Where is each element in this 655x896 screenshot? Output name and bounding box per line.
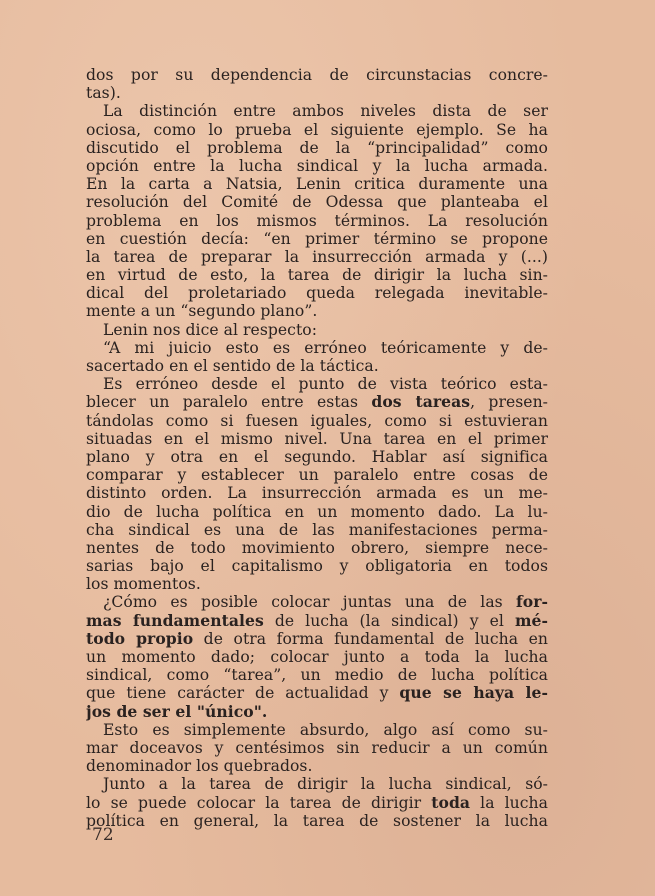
text-segment: la lucha xyxy=(470,793,548,812)
text-line xyxy=(86,612,548,630)
text-line xyxy=(86,684,548,702)
text-segment: en cuestión decía: “en primer término se propone xyxy=(86,229,548,248)
text-segment: , presen- xyxy=(470,393,548,412)
text-line xyxy=(86,375,548,393)
bold-text: mé- xyxy=(514,611,548,630)
text-line xyxy=(86,412,548,430)
text-segment: dio de lucha política en un momento dado. La lu- xyxy=(86,502,548,521)
text-line xyxy=(86,484,548,502)
page-number: 72 xyxy=(92,825,114,845)
text-segment: dos por su dependencia de circunstacias concre- xyxy=(86,66,548,84)
bold-text: mas fundamentales xyxy=(86,611,264,630)
text-line xyxy=(86,302,548,320)
text-line xyxy=(86,666,548,684)
text-line xyxy=(86,321,548,339)
text-line xyxy=(86,248,548,266)
text-segment: blecer un paralelo entre estas xyxy=(86,393,372,412)
text-segment: los momentos. xyxy=(86,575,201,594)
text-segment: un momento dado; colocar junto a toda la lucha xyxy=(86,648,548,666)
text-segment: Esto es simplemente absurdo, algo así como su- xyxy=(103,720,548,739)
text-line xyxy=(86,593,548,611)
text-line xyxy=(86,721,548,739)
text-segment: sindical, como “tarea”, un medio de lucha política xyxy=(86,666,548,685)
text-segment: tándolas como si fuesen iguales, como si estuvieran xyxy=(86,411,548,430)
text-segment: mar doceavos y centésimos sin reducir a un común xyxy=(86,738,548,757)
text-segment: que tiene carácter de actualidad y xyxy=(86,684,400,703)
text-line xyxy=(86,212,548,230)
text-segment: denominador los quebrados. xyxy=(86,757,313,776)
text-segment: en virtud de esto, la tarea de dirigir la lucha sin- xyxy=(86,266,548,285)
text-line xyxy=(86,812,548,830)
text-line xyxy=(86,794,548,812)
text-line xyxy=(86,539,548,557)
bold-text: dos tareas xyxy=(371,393,471,412)
text-line xyxy=(86,230,548,248)
text-segment: ociosa, como lo prueba el siguiente ejemplo. Se ha xyxy=(86,120,548,139)
text-segment: plano y otra en el segundo. Hablar así significa xyxy=(86,447,548,466)
bold-text: toda xyxy=(431,793,471,812)
text-segment: tas). xyxy=(86,84,121,103)
text-line xyxy=(86,339,548,357)
body-text xyxy=(86,66,548,830)
text-segment: resolución del Comité de Odessa que planteaba el xyxy=(86,193,548,212)
text-line xyxy=(86,357,548,375)
text-line xyxy=(86,139,548,157)
bold-text: todo propio xyxy=(86,629,194,648)
text-segment: distinto orden. La insurrección armada es un me- xyxy=(86,484,548,503)
text-segment: problema en los mismos términos. La resolución xyxy=(86,211,548,230)
text-segment: lo se puede colocar la tarea de dirigir xyxy=(86,793,432,812)
text-segment: Lenin nos dice al respecto: xyxy=(103,320,318,339)
text-line xyxy=(86,757,548,775)
text-line xyxy=(86,448,548,466)
text-segment: cha sindical es una de las manifestaciones perma- xyxy=(86,520,548,539)
bold-text: que se haya le- xyxy=(399,684,548,703)
text-line xyxy=(86,630,548,648)
text-segment: dical del proletariado queda relegada inevitable- xyxy=(86,284,548,303)
bold-text: jos de ser el "único". xyxy=(86,702,268,721)
text-segment: Junto a la tarea de dirigir la lucha sindical, só- xyxy=(103,775,548,794)
text-line xyxy=(86,102,548,120)
text-line xyxy=(86,193,548,211)
text-segment: Es erróneo desde el punto de vista teórico esta- xyxy=(103,375,548,394)
text-line xyxy=(86,393,548,411)
text-line xyxy=(86,121,548,139)
text-line xyxy=(86,503,548,521)
text-line xyxy=(86,648,548,666)
text-segment: nentes de todo movimiento obrero, siempre nece- xyxy=(86,538,548,557)
text-segment: de lucha (la sindical) y el xyxy=(263,611,515,630)
text-line xyxy=(86,521,548,539)
text-segment: La distinción entre ambos niveles dista de ser xyxy=(103,102,548,121)
text-segment: discutido el problema de la “principalidad” como xyxy=(86,138,548,157)
text-line xyxy=(86,739,548,757)
text-line xyxy=(86,430,548,448)
text-segment: situadas en el mismo nivel. Una tarea en el primer xyxy=(86,429,548,448)
text-segment: política en general, la tarea de sostener la lucha xyxy=(86,811,548,830)
text-line xyxy=(86,284,548,302)
text-line xyxy=(86,175,548,193)
text-segment: ¿Cómo es posible colocar juntas una de las xyxy=(103,593,516,612)
text-line xyxy=(86,266,548,284)
text-line xyxy=(86,557,548,575)
text-segment: opción entre la lucha sindical y la lucha armada. xyxy=(86,156,548,175)
text-line xyxy=(86,466,548,484)
text-segment: la tarea de preparar la insurrección armada y (...) xyxy=(86,247,548,266)
text-line xyxy=(86,775,548,793)
text-segment: sarias bajo el capitalismo y obligatoria en todos xyxy=(86,557,548,576)
text-segment: comparar y establecer un paralelo entre cosas de xyxy=(86,466,548,485)
text-line xyxy=(86,66,548,84)
text-segment: sacertado en el sentido de la táctica. xyxy=(86,357,379,375)
text-line xyxy=(86,575,548,593)
text-segment: En la carta a Natsia, Lenin critica duramente una xyxy=(86,175,548,194)
text-segment: de otra forma fundamental de lucha en xyxy=(193,629,548,648)
text-line xyxy=(86,84,548,102)
text-line xyxy=(86,157,548,175)
text-segment: mente a un “segundo plano”. xyxy=(86,302,318,321)
text-line xyxy=(86,703,548,721)
bold-text: for- xyxy=(516,593,548,612)
text-segment: “A mi juicio esto es erróneo teóricamente y de- xyxy=(103,338,548,357)
